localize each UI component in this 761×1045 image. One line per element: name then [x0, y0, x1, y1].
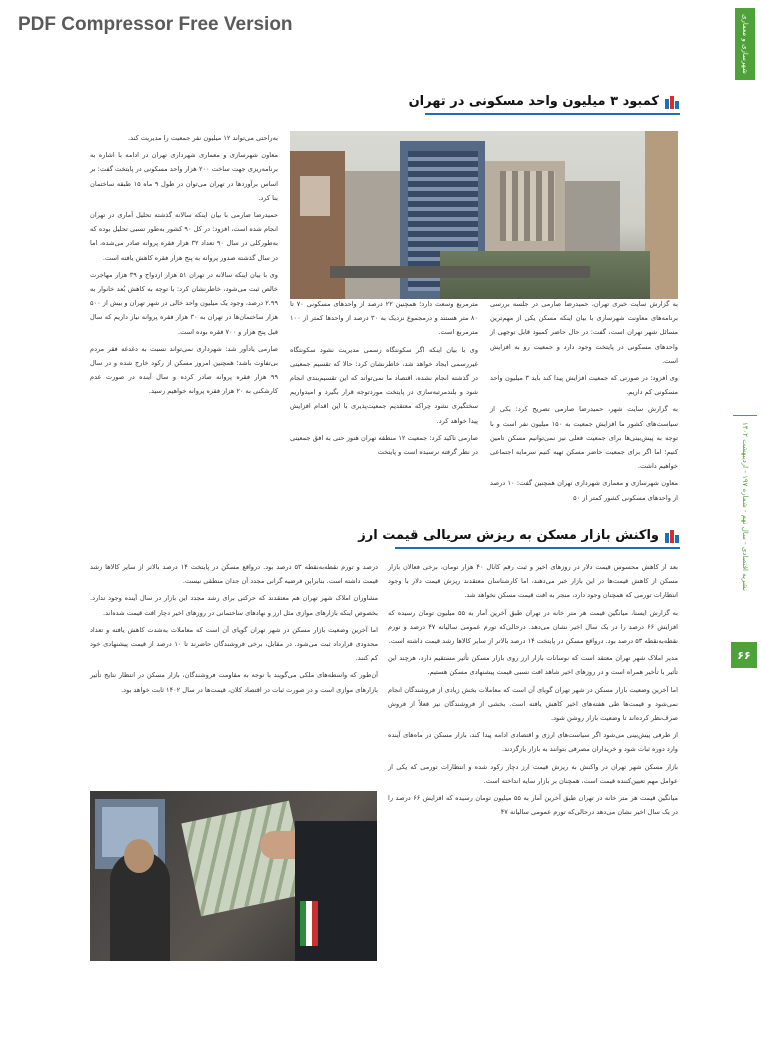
- article1-title: کمبود ۳ میلیون واحد مسکونی در تهران: [408, 94, 659, 109]
- article1-header: [409, 94, 679, 109]
- paragraph: بازار مسکن شهر تهران در واکنش به ریزش قیمت ارز دچار رکود شده و انتظارات تورمی که یکی از عوامل مهم تعیین‌کننده قیمت است، همچنان بر بازار سایه انداخته است.: [388, 762, 678, 785]
- article2-header: [358, 528, 679, 543]
- article1-column-middle: [290, 297, 478, 462]
- article2-title: واکنش بازار مسکن به ریزش سریالی قیمت ارز: [358, 528, 659, 543]
- paragraph: به گزارش سایت شهر، حمیدرضا صارمی تصریح کرد: یکی از سیاست‌های کشور ما افزایش جمعیت به ۱۵۰ میلیون نفر است و با توجه به پیش‌بینی‌ها برای جمعیت فعلی نیز نمی‌توانیم مسکن تامین کنیم؛ اما اگر برای جمعیت حاضر مسکن تهیه کنیم سرمایه اجتماعی خواهیم داشت.: [490, 405, 679, 471]
- paragraph: به گزارش سایت خبری تهران، حمیدرضا صارمی در جلسه بررسی برنامه‌های معاونت شهرسازی با بیان اینکه مسکن یکی از مهم‌ترین مسائل شهر تهران است، گفت: در حال حاضر کمبود قابل توجهی از واحدهای مسکونی در پایتخت وجود دارد و جمعیت رو به افزایش است.: [490, 300, 678, 365]
- currency-exchange-photo: [90, 791, 377, 961]
- paragraph: صارمی یادآور شد: شهرداری نمی‌تواند نسبت به دغدغه فقر مردم بی‌تفاوت باشد؛ همچنین امروز مسکن از رکود خارج شده و در سال ۹۹ هزار فقره پروانه صادر کرده و سال آینده در صورت عدم کارشکنی به ۲۰ هزار فقره پروانه خواهیم رسید.: [90, 344, 278, 396]
- paragraph: معاون شهرسازی و معماری شهرداری تهران همچنین گفت: ۱۰ درصد از واحدهای مسکونی کشور کمتر از ۵۰: [490, 479, 678, 502]
- paragraph: حمیدرضا صارمی با بیان اینکه سالانه گذشته تحلیل آماری در تهران انجام شده است، افزود: در کل ۹۰ کشور به‌طور نسبی تحلیل بوده که به‌طورکلی در سال ۹۰ تعداد ۳۲ هزار فقره پروانه صادر می‌شده، اما در سال گذشته صدور پروانه به پنج هزار فقره کاهش یافته است.: [90, 211, 278, 262]
- tehran-street-photo: [290, 131, 678, 299]
- section-tab: شهرسازی و معماری: [735, 8, 755, 80]
- paragraph: به‌راحتی می‌تواند ۱۲ میلیون نفر جمعیت را مدیریت کند.: [128, 134, 278, 142]
- paragraph: وی با بیان اینکه اگر سکونتگاه رسمی مدیریت نشود سکونتگاه غیررسمی ایجاد خواهد شد، خاطرنشان کرد: حالا که تقسیم جمعیتی در گذشته انجام نشده، اقتصاد ما نمی‌تواند که این تقسیم‌بندی انجام شود و بلندمرتبه‌سازی در پایتخت موردتوجه قرار بگیرد و امیدواریم سختگیری نشود چراکه معتقدیم جمعیت‌پذیری با این اقدام افزایش پیدا خواهد کرد.: [290, 345, 478, 425]
- paragraph: مترمربع وسعت دارد؛ همچنین ۲۲ درصد از واحدهای مسکونی ۷۰ تا ۸۰ متر هستند و درمجموع نزدیک به ۳۰ درصد از واحدها کمتر از ۱۰۰ مترمربع است.: [290, 300, 478, 337]
- paragraph: وی با بیان اینکه سالانه در تهران ۵۱ هزار ازدواج و ۳۹ هزار مهاجرت خالص ثبت می‌شود، خاطرنشان کرد: با توجه به کاهش بُعد خانوار به ۲.۹۹ درصد، وجود یک میلیون واحد خالی در شهر تهران و بیش از ۵۰۰ هزار ساختمان‌ها در تهران به ۳۰ هزار فقره پروانه نیاز داریم که سال قبل پنج هزار و ۷۰۰ فقره بوده است.: [90, 270, 278, 336]
- article1-column-right: [490, 297, 678, 508]
- article2-column-right: [388, 560, 678, 822]
- paragraph: اما آخرین وضعیت بازار مسکن در شهر تهران گویای آن است که معاملات به‌شدت کاهش یافته و تعداد محدودی قرارداد ثبت می‌شود. در مقابل، برخی فروشندگان حاضرند تا ۱۰ درصد از قیمت پیشنهادی خود کم کنند.: [90, 625, 378, 663]
- paragraph: صارمی تاکید کرد: جمعیت ۱۲ منطقه تهران هنوز حتی به افق جمعیتی در نظر گرفته نرسیده است و پایتخت: [290, 433, 478, 457]
- page-number: ۶۶: [731, 642, 757, 668]
- paragraph: آن‌طور که واسطه‌های ملکی می‌گویند با توجه به مقاومت فروشندگان، بازار مسکن در انتظار نتایج تأثیر بازارهای موازی است و در صورت ثبات در اقتصاد کلان، قیمت‌ها در سال ۱۴۰۲ ثابت خواهد بود.: [90, 671, 378, 694]
- bar-chart-icon: [665, 95, 679, 109]
- paragraph: اما آخرین وضعیت بازار مسکن در شهر تهران گویای آن است که معاملات بخش زیادی از فروشندگان انجام نمی‌شود و قیمت‌ها طی هفته‌های اخیر کاهش یافته است. بخشی از فروشندگان نیز فعلاً از فروش صرف‌نظر کرده‌اند تا وضعیت بازار روشن شود.: [388, 685, 678, 723]
- header-rule: [425, 113, 680, 115]
- paragraph: بعد از کاهش محسوس قیمت دلار در روزهای اخیر و ثبت رقم کانال ۴۰ هزار تومان، برخی فعالان بازار مسکن از کاهش قیمت‌ها در این بازار خبر می‌دهند، اما کارشناسان معتقدند ریزش قیمت دلار با وجود انتظارات تورمی که همچنان وجود دارد، منجر به افت قیمت مسکن نخواهد شد.: [388, 563, 678, 600]
- article1-column-left: [90, 131, 278, 402]
- article2-column-left: [90, 560, 378, 700]
- paragraph: معاون شهرسازی و معماری شهرداری تهران در ادامه با اشاره به برنامه‌ریزی جهت ساخت ۲۰۰ هزار واحد مسکونی در پایتخت گفت: بر اساس برآوردها در تهران می‌توان در طول ۹ ماه ۱۵ طبقه ساختمان بنا کرد.: [90, 151, 279, 202]
- paragraph: مشاوران املاک شهر تهران هم معتقدند که حرکتی برای رشد مجدد این بازار در سال آینده وجود ندارد. بخصوص اینکه بازارهای موازی مثل ارز و نهادهای ساختمانی در روزهای اخیر دچار افت قیمت شده‌اند.: [90, 594, 378, 617]
- watermark: PDF Compressor Free Version: [18, 14, 293, 35]
- paragraph: از طرفی پیش‌بینی می‌شود اگر سیاست‌های ارزی و اقتصادی ادامه پیدا کند، بازار مسکن در ماه‌های آینده وارد دوره ثبات شود و خریداران مصرفی بتوانند به بازار بازگردند.: [388, 731, 678, 754]
- paragraph: درصد و تورم نقطه‌به‌نقطه ۵۳ درصد بود. درواقع مسکن در پایتخت ۱۴ درصد بالاتر از سایر کالاها رشد قیمت داشته است. بنابراین فرضیه گرانی مجدد آن جدان منطقی نیست.: [90, 563, 378, 586]
- paragraph: میانگین قیمت هر متر خانه در تهران طبق آخرین آمار به ۵۵ میلیون تومان رسیده که افزایش ۶۶ درصد را در یک سال اخیر نشان می‌دهد درحالی‌که تورم عمومی سالیانه ۴۷: [388, 794, 678, 817]
- paragraph: به گزارش ایسنا، میانگین قیمت هر متر خانه در تهران طبق آخرین آمار به ۵۵ میلیون تومان رسیده که افزایش ۶۶ درصد را در یک سال اخیر نشان می‌دهد. درحالی‌که تورم عمومی سالیانه ۴۷ درصد و تورم نقطه‌به‌نقطه ۵۳ درصد بود. درواقع مسکن در پایتخت ۱۴ درصد بالاتر از سایر کالاها رشد قیمت داشته است.: [388, 608, 678, 646]
- bar-chart-icon: [665, 529, 679, 543]
- header-rule: [395, 547, 680, 549]
- paragraph: مدیر املاک شهر تهران معتقد است که نوسانات بازار ارز روی بازار مسکن تأثیر مستقیم دارد، هرچند این تأثیر با تأخیر همراه است و در روزهای اخیر شاهد افت نسبی قیمت پیشنهادی مسکن هستیم.: [388, 654, 678, 677]
- issue-info: نشریه اقتصادی - سال نهم - شماره ۱۹۷ - اردیبهشت ۱۴۰۲: [741, 422, 749, 591]
- issue-strip: [733, 415, 757, 630]
- paragraph: وی افزود: در صورتی که جمعیت افزایش پیدا کند باید ۳ میلیون واحد مسکونی کم داریم.: [490, 374, 678, 397]
